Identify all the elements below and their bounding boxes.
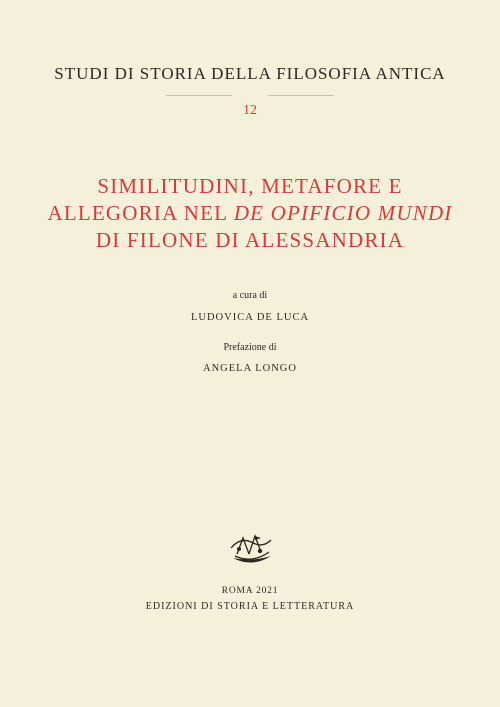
book-title: [0, 173, 500, 254]
preface-author: ANGELA LONGO: [203, 363, 297, 374]
editor-intro: a cura di: [232, 290, 268, 301]
divider-left: [166, 95, 232, 96]
volume-number: 12: [243, 103, 257, 118]
divider-right: [268, 95, 334, 96]
title-line-2-prefix: ALLEGORIA NEL: [47, 201, 234, 225]
publisher-name: EDIZIONI DI STORIA E LETTERATURA: [145, 601, 355, 612]
preface-intro: Prefazione di: [223, 342, 277, 353]
title-line-1: SIMILITUDINI, METAFORE E: [97, 174, 403, 198]
title-line-3: DI FILONE DI ALESSANDRIA: [95, 228, 405, 252]
title-line-2: [0, 200, 500, 227]
series-title: STUDI DI STORIA DELLA FILOSOFIA ANTICA: [54, 64, 446, 83]
editor-name: LUDOVICA DE LUCA: [190, 312, 310, 323]
publisher-ship-emblem-icon: [227, 528, 277, 568]
publication-city-year: ROMA 2021: [221, 586, 279, 596]
title-line-2-italic: DE OPIFICIO MUNDI: [233, 201, 453, 225]
